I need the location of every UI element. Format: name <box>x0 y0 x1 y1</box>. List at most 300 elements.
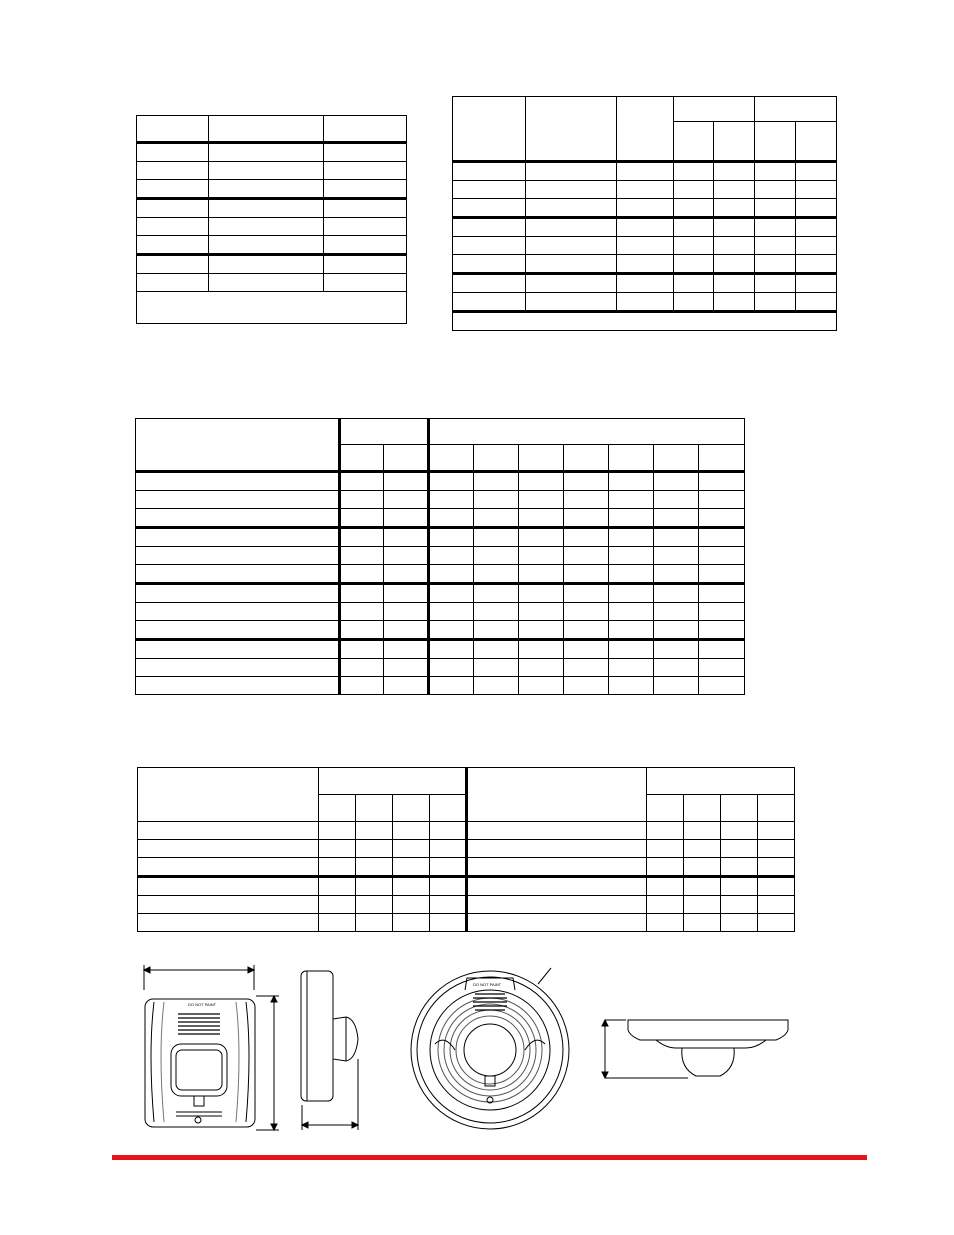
table-cell <box>384 528 429 547</box>
table-cell <box>609 528 654 547</box>
table-cell <box>526 274 617 293</box>
table-cell <box>138 768 319 822</box>
table-cell <box>758 822 795 840</box>
table-cell <box>699 640 745 659</box>
table-cell <box>384 547 429 565</box>
table-cell <box>137 274 209 292</box>
table-2 <box>452 96 837 331</box>
table-cell <box>340 640 384 659</box>
table-cell <box>564 603 609 621</box>
table-cell <box>609 677 654 695</box>
table-cell <box>356 795 393 822</box>
table-cell <box>340 491 384 509</box>
table-cell <box>384 445 429 472</box>
table-cell <box>654 565 699 584</box>
table-cell <box>674 97 755 122</box>
table-cell <box>684 896 721 914</box>
table-cell <box>674 274 714 293</box>
table-cell <box>324 116 407 143</box>
table-cell <box>758 877 795 896</box>
table-cell <box>356 840 393 858</box>
table-cell <box>324 162 407 180</box>
table-cell <box>684 822 721 840</box>
table-cell <box>324 180 407 199</box>
table-cell <box>136 528 340 547</box>
table-cell <box>340 659 384 677</box>
table-cell <box>356 822 393 840</box>
table-cell <box>324 199 407 218</box>
table-cell <box>138 840 319 858</box>
table-cell <box>564 472 609 491</box>
table-cell <box>136 603 340 621</box>
table-cell <box>699 677 745 695</box>
table-cell <box>654 528 699 547</box>
table-cell <box>453 181 526 199</box>
table-cell <box>136 472 340 491</box>
table-cell <box>393 858 430 877</box>
table-cell <box>796 218 837 237</box>
table-3 <box>135 418 745 695</box>
table-cell <box>340 528 384 547</box>
table-cell <box>796 274 837 293</box>
table-footnote <box>137 292 407 324</box>
table-cell <box>209 199 324 218</box>
table-cell <box>647 768 795 795</box>
table-cell <box>609 659 654 677</box>
table-cell <box>340 677 384 695</box>
table-cell <box>609 640 654 659</box>
table-cell <box>136 509 340 528</box>
table-cell <box>384 509 429 528</box>
table-cell <box>474 472 519 491</box>
table-cell <box>699 603 745 621</box>
table-cell <box>699 445 745 472</box>
table-cell <box>319 795 356 822</box>
table-cell <box>429 677 474 695</box>
table-cell <box>324 236 407 255</box>
table-cell <box>699 509 745 528</box>
table-cell <box>209 143 324 162</box>
table-cell <box>674 181 714 199</box>
table-cell <box>684 840 721 858</box>
table-cell <box>654 509 699 528</box>
table-cell <box>654 677 699 695</box>
table-cell <box>699 584 745 603</box>
table-cell <box>340 565 384 584</box>
table-cell <box>617 237 674 255</box>
table-cell <box>474 677 519 695</box>
table-cell <box>609 547 654 565</box>
table-cell <box>453 97 526 162</box>
table-cell <box>758 914 795 932</box>
table-cell <box>136 659 340 677</box>
table-cell <box>519 621 564 640</box>
table-cell <box>796 255 837 274</box>
table-cell <box>356 914 393 932</box>
table-cell <box>674 162 714 181</box>
table-cell <box>324 143 407 162</box>
table-cell <box>617 97 674 162</box>
table-cell <box>429 528 474 547</box>
table-cell <box>136 621 340 640</box>
table-cell <box>647 914 684 932</box>
table-cell <box>654 659 699 677</box>
table-cell <box>564 565 609 584</box>
table-cell <box>138 896 319 914</box>
table-cell <box>429 565 474 584</box>
table-cell <box>429 472 474 491</box>
table-cell <box>564 509 609 528</box>
table-cell <box>430 877 467 896</box>
table-cell <box>384 659 429 677</box>
table-cell <box>755 162 796 181</box>
table-cell <box>137 236 209 255</box>
table-cell <box>136 491 340 509</box>
table-cell <box>384 584 429 603</box>
table-cell <box>319 914 356 932</box>
table-cell <box>136 584 340 603</box>
table-cell <box>564 677 609 695</box>
table-cell <box>209 236 324 255</box>
table-cell <box>393 822 430 840</box>
table-cell <box>796 181 837 199</box>
table-cell <box>617 274 674 293</box>
table-cell <box>430 822 467 840</box>
table-cell <box>209 218 324 236</box>
table-cell <box>617 199 674 218</box>
table-cell <box>721 858 758 877</box>
table-cell <box>467 840 647 858</box>
table-cell <box>474 640 519 659</box>
table-cell <box>430 840 467 858</box>
table-footnote <box>453 312 837 331</box>
table-cell <box>647 795 684 822</box>
table-cell <box>324 274 407 292</box>
table-cell <box>609 621 654 640</box>
table-cell <box>209 116 324 143</box>
table-cell <box>519 509 564 528</box>
table-cell <box>137 162 209 180</box>
ceiling-speaker-side-icon <box>596 1012 796 1084</box>
table-4 <box>137 767 795 932</box>
table-cell <box>721 896 758 914</box>
table-cell <box>647 858 684 877</box>
table-cell <box>714 274 755 293</box>
table-cell <box>654 491 699 509</box>
table-cell <box>209 180 324 199</box>
table-cell <box>474 491 519 509</box>
table-cell <box>467 877 647 896</box>
table-cell <box>526 293 617 312</box>
table-cell <box>429 445 474 472</box>
table-cell <box>755 274 796 293</box>
table-cell <box>393 840 430 858</box>
table-cell <box>137 199 209 218</box>
table-cell <box>617 255 674 274</box>
table-cell <box>453 218 526 237</box>
table-cell <box>684 858 721 877</box>
table-cell <box>453 199 526 218</box>
table-cell <box>755 181 796 199</box>
table-cell <box>429 419 745 445</box>
table-cell <box>714 255 755 274</box>
table-cell <box>714 237 755 255</box>
table-cell <box>209 274 324 292</box>
table-cell <box>138 914 319 932</box>
table-cell <box>617 293 674 312</box>
table-cell <box>453 274 526 293</box>
table-cell <box>137 180 209 199</box>
table-cell <box>609 509 654 528</box>
table-cell <box>393 795 430 822</box>
table-cell <box>617 218 674 237</box>
table-cell <box>674 199 714 218</box>
table-cell <box>564 584 609 603</box>
table-cell <box>136 640 340 659</box>
table-cell <box>430 914 467 932</box>
table-cell <box>796 199 837 218</box>
table-cell <box>699 565 745 584</box>
table-cell <box>796 162 837 181</box>
table-cell <box>609 491 654 509</box>
table-cell <box>384 565 429 584</box>
table-cell <box>430 858 467 877</box>
table-cell <box>654 621 699 640</box>
table-cell <box>714 162 755 181</box>
table-cell <box>654 640 699 659</box>
table-cell <box>319 768 467 795</box>
table-cell <box>564 640 609 659</box>
table-cell <box>393 896 430 914</box>
table-cell <box>429 603 474 621</box>
table-cell <box>474 659 519 677</box>
table-cell <box>430 795 467 822</box>
table-cell <box>340 621 384 640</box>
table-cell <box>526 199 617 218</box>
table-cell <box>519 472 564 491</box>
table-cell <box>453 255 526 274</box>
table-cell <box>699 472 745 491</box>
table-cell <box>474 565 519 584</box>
table-cell <box>714 199 755 218</box>
table-cell <box>430 896 467 914</box>
table-cell <box>674 293 714 312</box>
table-cell <box>340 419 429 445</box>
table-cell <box>384 621 429 640</box>
table-cell <box>699 659 745 677</box>
table-cell <box>609 445 654 472</box>
table-cell <box>429 659 474 677</box>
table-cell <box>474 584 519 603</box>
table-cell <box>796 293 837 312</box>
table-cell <box>384 640 429 659</box>
table-cell <box>384 677 429 695</box>
table-cell <box>647 877 684 896</box>
table-cell <box>564 528 609 547</box>
table-cell <box>324 218 407 236</box>
table-cell <box>519 584 564 603</box>
table-cell <box>684 914 721 932</box>
table-cell <box>721 840 758 858</box>
footer-divider <box>112 1155 867 1160</box>
table-cell <box>758 896 795 914</box>
table-cell <box>474 603 519 621</box>
table-cell <box>137 116 209 143</box>
table-cell <box>674 218 714 237</box>
table-cell <box>755 97 837 122</box>
table-cell <box>474 509 519 528</box>
table-cell <box>714 181 755 199</box>
table-cell <box>647 822 684 840</box>
table-cell <box>721 822 758 840</box>
table-cell <box>136 565 340 584</box>
table-cell <box>467 914 647 932</box>
table-cell <box>609 584 654 603</box>
table-cell <box>136 677 340 695</box>
table-cell <box>340 547 384 565</box>
table-cell <box>714 218 755 237</box>
table-cell <box>324 255 407 274</box>
table-cell <box>137 218 209 236</box>
table-cell <box>453 162 526 181</box>
table-cell <box>564 621 609 640</box>
table-cell <box>429 640 474 659</box>
table-cell <box>519 547 564 565</box>
table-cell <box>714 122 755 162</box>
table-cell <box>654 445 699 472</box>
table-cell <box>340 509 384 528</box>
table-cell <box>356 896 393 914</box>
table-cell <box>467 858 647 877</box>
table-cell <box>137 255 209 274</box>
table-cell <box>609 565 654 584</box>
table-cell <box>758 858 795 877</box>
table-cell <box>796 237 837 255</box>
table-cell <box>319 877 356 896</box>
table-cell <box>138 858 319 877</box>
table-cell <box>755 237 796 255</box>
table-cell <box>356 858 393 877</box>
table-cell <box>647 840 684 858</box>
speaker-strobe-front-icon <box>136 962 286 1134</box>
table-cell <box>674 255 714 274</box>
table-cell <box>654 603 699 621</box>
table-cell <box>474 547 519 565</box>
table-cell <box>340 584 384 603</box>
speaker-strobe-side-icon <box>298 967 368 1133</box>
table-cell <box>699 491 745 509</box>
table-cell <box>564 445 609 472</box>
table-cell <box>721 914 758 932</box>
table-cell <box>526 237 617 255</box>
table-cell <box>429 491 474 509</box>
table-cell <box>721 795 758 822</box>
table-cell <box>136 419 340 472</box>
table-cell <box>654 584 699 603</box>
table-cell <box>699 621 745 640</box>
table-cell <box>526 97 617 162</box>
table-cell <box>467 896 647 914</box>
table-cell <box>758 795 795 822</box>
table-cell <box>519 491 564 509</box>
table-cell <box>319 822 356 840</box>
ceiling-speaker-top-icon <box>405 964 575 1132</box>
table-cell <box>137 143 209 162</box>
table-cell <box>654 547 699 565</box>
table-cell <box>340 472 384 491</box>
table-cell <box>654 472 699 491</box>
table-cell <box>474 445 519 472</box>
table-cell <box>393 914 430 932</box>
table-cell <box>721 877 758 896</box>
table-cell <box>384 472 429 491</box>
table-cell <box>609 603 654 621</box>
table-cell <box>429 547 474 565</box>
table-cell <box>356 877 393 896</box>
table-cell <box>138 877 319 896</box>
table-cell <box>755 122 796 162</box>
table-cell <box>393 877 430 896</box>
table-cell <box>319 858 356 877</box>
table-cell <box>429 509 474 528</box>
table-cell <box>384 491 429 509</box>
table-cell <box>755 218 796 237</box>
table-cell <box>467 822 647 840</box>
table-cell <box>519 640 564 659</box>
table-cell <box>384 603 429 621</box>
table-cell <box>138 822 319 840</box>
table-cell <box>684 877 721 896</box>
table-cell <box>319 840 356 858</box>
table-cell <box>796 122 837 162</box>
table-1 <box>136 115 407 324</box>
table-cell <box>684 795 721 822</box>
table-cell <box>209 162 324 180</box>
table-cell <box>474 621 519 640</box>
table-cell <box>467 768 647 822</box>
table-cell <box>674 237 714 255</box>
table-cell <box>340 603 384 621</box>
table-cell <box>617 181 674 199</box>
table-cell <box>340 445 384 472</box>
table-cell <box>564 547 609 565</box>
table-cell <box>755 255 796 274</box>
table-cell <box>755 293 796 312</box>
table-cell <box>609 472 654 491</box>
table-cell <box>699 547 745 565</box>
table-cell <box>519 445 564 472</box>
table-cell <box>319 896 356 914</box>
table-cell <box>526 181 617 199</box>
table-cell <box>474 528 519 547</box>
table-cell <box>429 621 474 640</box>
table-cell <box>519 677 564 695</box>
table-cell <box>526 162 617 181</box>
table-cell <box>136 547 340 565</box>
table-cell <box>519 659 564 677</box>
svg-text:DO NOT PAINT: DO NOT PAINT <box>188 1002 217 1007</box>
svg-text:DO NOT PAINT: DO NOT PAINT <box>473 982 502 987</box>
table-cell <box>755 199 796 218</box>
table-cell <box>453 237 526 255</box>
table-cell <box>519 603 564 621</box>
table-cell <box>674 122 714 162</box>
table-cell <box>758 840 795 858</box>
table-cell <box>526 218 617 237</box>
table-cell <box>617 162 674 181</box>
table-cell <box>526 255 617 274</box>
table-cell <box>564 491 609 509</box>
